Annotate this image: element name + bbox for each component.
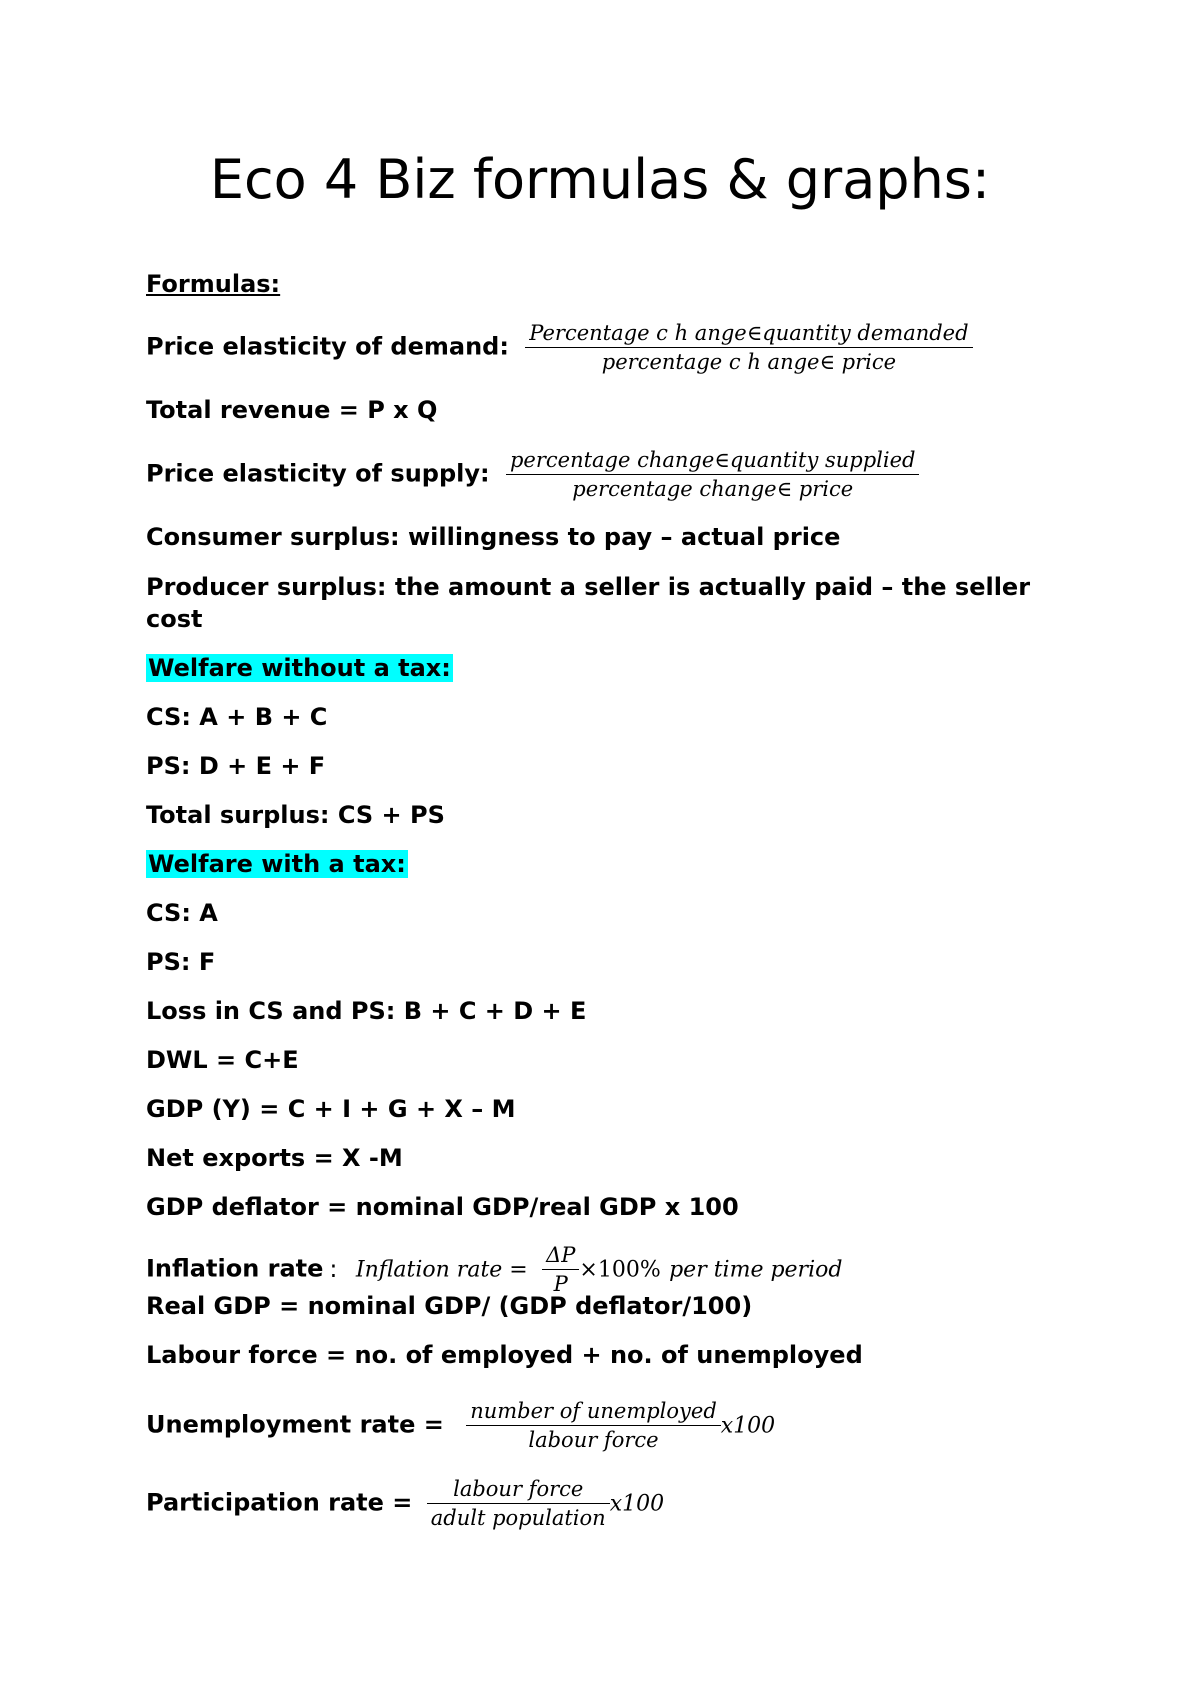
unemployment-label: Unemployment rate = — [146, 1410, 444, 1439]
inflation-numerator: ΔP — [542, 1242, 579, 1270]
pes-formula — [146, 447, 919, 502]
dwl: DWL = C+E — [146, 1046, 299, 1074]
welfare-without-tax-heading — [146, 652, 453, 684]
unemployment-times: x100 — [720, 1413, 776, 1439]
cs-no-tax: CS: A + B + C — [146, 703, 328, 731]
unemployment-fraction — [466, 1398, 721, 1453]
ped-denominator: percentage c h ange∈ price — [601, 350, 897, 374]
welfare-with-tax-highlight: Welfare with a tax: — [148, 850, 406, 878]
real-gdp: Real GDP = nominal GDP/ (GDP deflator/100) — [146, 1292, 753, 1320]
ps-tax: PS: F — [146, 948, 216, 976]
participation-denominator: adult population — [430, 1506, 606, 1530]
total-surplus: Total surplus: CS + PS — [146, 801, 445, 829]
unemployment-formula — [146, 1398, 775, 1453]
net-exports: Net exports = X -M — [146, 1144, 403, 1172]
gdp: GDP (Y) = C + I + G + X – M — [146, 1095, 516, 1123]
ped-label: Price elasticity of demand: — [146, 332, 509, 361]
ped-numerator: Percentage c h ange∈quantity demanded — [525, 320, 972, 348]
welfare-with-tax-heading — [146, 848, 408, 880]
participation-label: Participation rate = — [146, 1488, 413, 1517]
inflation-denominator: P — [553, 1272, 568, 1296]
gdp-deflator: GDP deflator = nominal GDP/real GDP x 100 — [146, 1193, 739, 1221]
formulas-heading — [146, 268, 280, 300]
pes-numerator: percentage change∈quantity supplied — [506, 447, 920, 475]
producer-surplus: Producer surplus: the amount a seller is actually paid – the seller cost — [146, 573, 1031, 633]
inflation-label: Inflation rate — [146, 1254, 324, 1283]
inflation-suffix: per time period — [669, 1257, 843, 1283]
formulas-heading-text: Formulas: — [146, 270, 281, 298]
inflation-formula — [146, 1242, 842, 1297]
unemployment-denominator: labour force — [528, 1428, 659, 1452]
loss-cs-ps: Loss in CS and PS: B + C + D + E — [146, 997, 587, 1025]
consumer-surplus: Consumer surplus: willingness to pay – actual price — [146, 523, 841, 551]
pes-fraction — [506, 447, 920, 502]
cs-tax: CS: A — [146, 899, 218, 927]
welfare-without-tax-highlight: Welfare without a tax: — [148, 654, 451, 682]
participation-fraction — [427, 1476, 610, 1531]
unemployment-numerator: number of unemployed — [466, 1398, 721, 1426]
participation-times: x100 — [609, 1491, 665, 1517]
page-title: Eco 4 Biz formulas & graphs: — [209, 148, 991, 211]
participation-formula — [146, 1476, 664, 1531]
total-revenue: Total revenue = P x Q — [146, 396, 438, 424]
pes-label: Price elasticity of supply: — [146, 459, 490, 488]
inflation-fraction — [542, 1242, 579, 1297]
inflation-colon: : — [329, 1254, 338, 1283]
pes-denominator: percentage change∈ price — [572, 477, 854, 501]
inflation-lhs: Inflation rate = — [355, 1257, 528, 1283]
participation-numerator: labour force — [427, 1476, 610, 1504]
ps-no-tax: PS: D + E + F — [146, 752, 326, 780]
inflation-times: ×100% — [579, 1257, 661, 1283]
ped-fraction — [525, 320, 972, 375]
ped-formula — [146, 320, 973, 375]
labour-force: Labour force = no. of employed + no. of unemployed — [146, 1341, 863, 1369]
